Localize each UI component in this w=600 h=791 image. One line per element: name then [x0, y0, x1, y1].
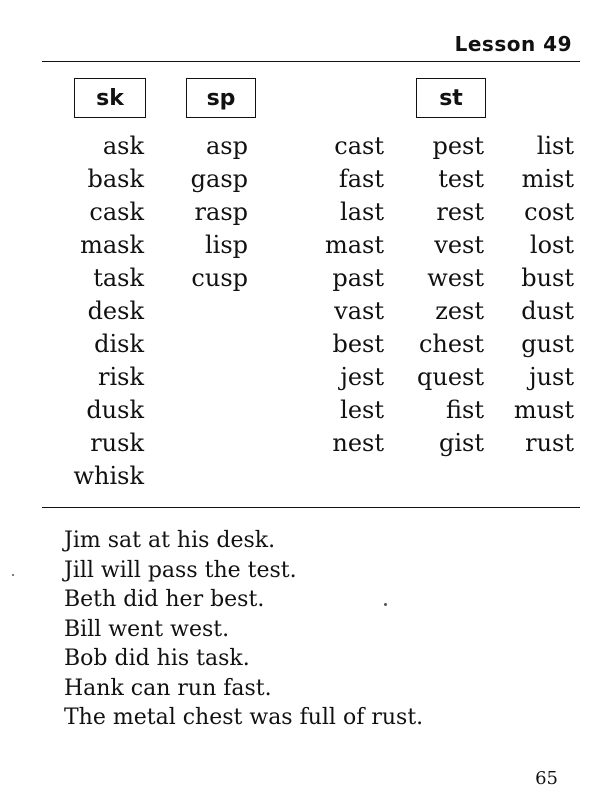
header-st: st — [416, 78, 486, 118]
top-divider — [42, 61, 580, 62]
sentence: Beth did her best. — [64, 587, 265, 612]
word: zest — [435, 297, 484, 325]
sentence-list — [64, 526, 423, 733]
word: last — [340, 198, 384, 226]
word: mast — [324, 231, 384, 259]
print-speck — [12, 574, 14, 576]
word: asp — [206, 132, 248, 160]
word: lest — [340, 396, 384, 424]
word: nest — [332, 429, 384, 457]
word: cask — [89, 198, 144, 226]
sentence: Jill will pass the test. — [64, 557, 297, 583]
word: rusk — [90, 429, 144, 457]
word: best — [332, 330, 384, 358]
word-column-st-1 — [325, 130, 384, 460]
word-column-sk — [73, 130, 144, 493]
word: rasp — [194, 198, 248, 226]
sentence: Jim sat at his desk. — [64, 528, 276, 553]
word: lisp — [204, 231, 248, 259]
word: task — [93, 264, 144, 292]
header-sp: sp — [186, 78, 256, 118]
word: cast — [334, 132, 384, 160]
word: mist — [521, 165, 574, 193]
sentence: Bill went west. — [64, 616, 230, 642]
word: past — [332, 264, 384, 292]
header-sk: sk — [74, 78, 146, 118]
word: rust — [525, 429, 574, 457]
page-number: 65 — [535, 768, 558, 789]
sentence: Bob did his task. — [64, 646, 250, 671]
lesson-title: Lesson 49 — [454, 32, 572, 56]
word: jest — [340, 363, 384, 391]
word-column-st-3 — [514, 130, 574, 460]
word: fist — [446, 396, 484, 424]
word: gust — [521, 330, 574, 358]
word: dusk — [86, 396, 144, 424]
word: chest — [418, 330, 484, 358]
word: gasp — [190, 165, 248, 193]
word: cost — [524, 198, 574, 226]
sentence: Hank can run fast. — [64, 675, 272, 701]
word: quest — [417, 363, 484, 391]
word: west — [427, 264, 484, 292]
word: whisk — [73, 462, 144, 490]
word: must — [513, 396, 574, 424]
bottom-divider — [42, 507, 580, 508]
word: cusp — [191, 264, 248, 292]
word: mask — [80, 231, 144, 259]
print-speck — [384, 603, 387, 606]
word-column-sp — [191, 130, 248, 295]
word: risk — [97, 363, 144, 391]
word: fast — [338, 165, 384, 193]
word: dust — [521, 297, 574, 325]
word: gist — [439, 429, 484, 457]
word: rest — [436, 198, 484, 226]
word: disk — [94, 330, 144, 358]
word: pest — [432, 132, 484, 160]
word: lost — [529, 231, 574, 259]
word: vast — [334, 297, 384, 325]
word: list — [536, 132, 574, 160]
word: test — [438, 165, 484, 193]
word: bask — [87, 165, 144, 193]
word: just — [529, 363, 574, 391]
word-column-st-2 — [417, 130, 484, 460]
word: ask — [102, 132, 144, 160]
word: desk — [87, 297, 144, 325]
word: vest — [434, 231, 484, 259]
sentence: The metal chest was full of rust. — [64, 705, 424, 730]
word: bust — [521, 264, 574, 292]
